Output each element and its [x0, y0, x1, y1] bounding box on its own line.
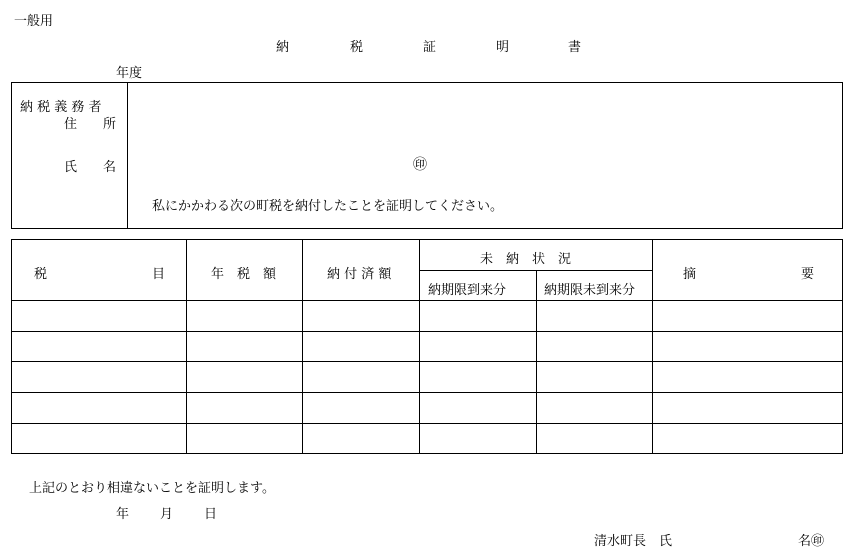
cell-tax-item[interactable]: [12, 362, 186, 392]
cell-due-passed[interactable]: [420, 393, 536, 423]
header-tax-item-end: 目: [152, 267, 166, 282]
cell-due-passed[interactable]: [420, 301, 536, 331]
header-remarks: 摘: [683, 267, 697, 282]
cell-due-passed[interactable]: [420, 332, 536, 361]
issuer-title: 清水町長 氏: [594, 534, 673, 549]
cell-paid-amount[interactable]: [303, 393, 419, 423]
date-year: 年: [116, 507, 130, 522]
cell-annual-amount[interactable]: [187, 332, 302, 361]
header-paid-amount: 納 付 済 額: [327, 267, 392, 282]
cell-due-not-passed[interactable]: [537, 424, 652, 453]
cell-remarks[interactable]: [653, 332, 842, 361]
cell-due-not-passed[interactable]: [537, 332, 652, 361]
header-remarks-end: 要: [801, 267, 815, 282]
document-category: 一般用: [14, 14, 54, 29]
cell-paid-amount[interactable]: [303, 362, 419, 392]
date-day: 日: [204, 507, 218, 522]
seal-mark: ㊞: [413, 157, 427, 173]
cell-paid-amount[interactable]: [303, 424, 419, 453]
title-char: 納: [276, 40, 290, 55]
cell-remarks[interactable]: [653, 393, 842, 423]
cell-remarks[interactable]: [653, 301, 842, 331]
cell-due-not-passed[interactable]: [537, 362, 652, 392]
issuer-name-seal: 名㊞: [798, 534, 825, 549]
request-text: 私にかかわる次の町税を納付したことを証明してください。: [152, 199, 504, 214]
cell-paid-amount[interactable]: [303, 332, 419, 361]
certify-text: 上記のとおり相違ないことを証明します。: [29, 481, 275, 496]
cell-remarks[interactable]: [653, 424, 842, 453]
cell-annual-amount[interactable]: [187, 301, 302, 331]
title-char: 明: [496, 40, 510, 55]
address-label: 住 所: [64, 117, 117, 132]
cell-tax-item[interactable]: [12, 332, 186, 361]
cell-due-not-passed[interactable]: [537, 393, 652, 423]
cell-tax-item[interactable]: [12, 424, 186, 453]
taxpayer-divider: [127, 82, 128, 229]
cell-remarks[interactable]: [653, 362, 842, 392]
header-unpaid-status: 未 納 状 況: [480, 252, 572, 267]
header-due-not-passed: 納期限未到来分: [544, 283, 636, 298]
fiscal-year-label: 年度: [116, 66, 143, 81]
header-tax-item: 税: [34, 267, 48, 282]
header-annual-amount: 年 税 額: [211, 267, 277, 282]
cell-tax-item[interactable]: [12, 301, 186, 331]
cell-due-passed[interactable]: [420, 362, 536, 392]
cell-due-not-passed[interactable]: [537, 301, 652, 331]
cell-due-passed[interactable]: [420, 424, 536, 453]
title-char: 証: [423, 40, 437, 55]
cell-paid-amount[interactable]: [303, 301, 419, 331]
header-due-passed: 納期限到来分: [428, 283, 507, 298]
date-month: 月: [160, 507, 174, 522]
title-char: 書: [568, 40, 582, 55]
name-label: 氏 名: [64, 160, 117, 175]
title-char: 税: [350, 40, 364, 55]
cell-annual-amount[interactable]: [187, 393, 302, 423]
unpaid-subheader-line: [419, 270, 653, 271]
cell-annual-amount[interactable]: [187, 362, 302, 392]
cell-tax-item[interactable]: [12, 393, 186, 423]
cell-annual-amount[interactable]: [187, 424, 302, 453]
taxpayer-label: 納 税 義 務 者: [20, 100, 102, 115]
